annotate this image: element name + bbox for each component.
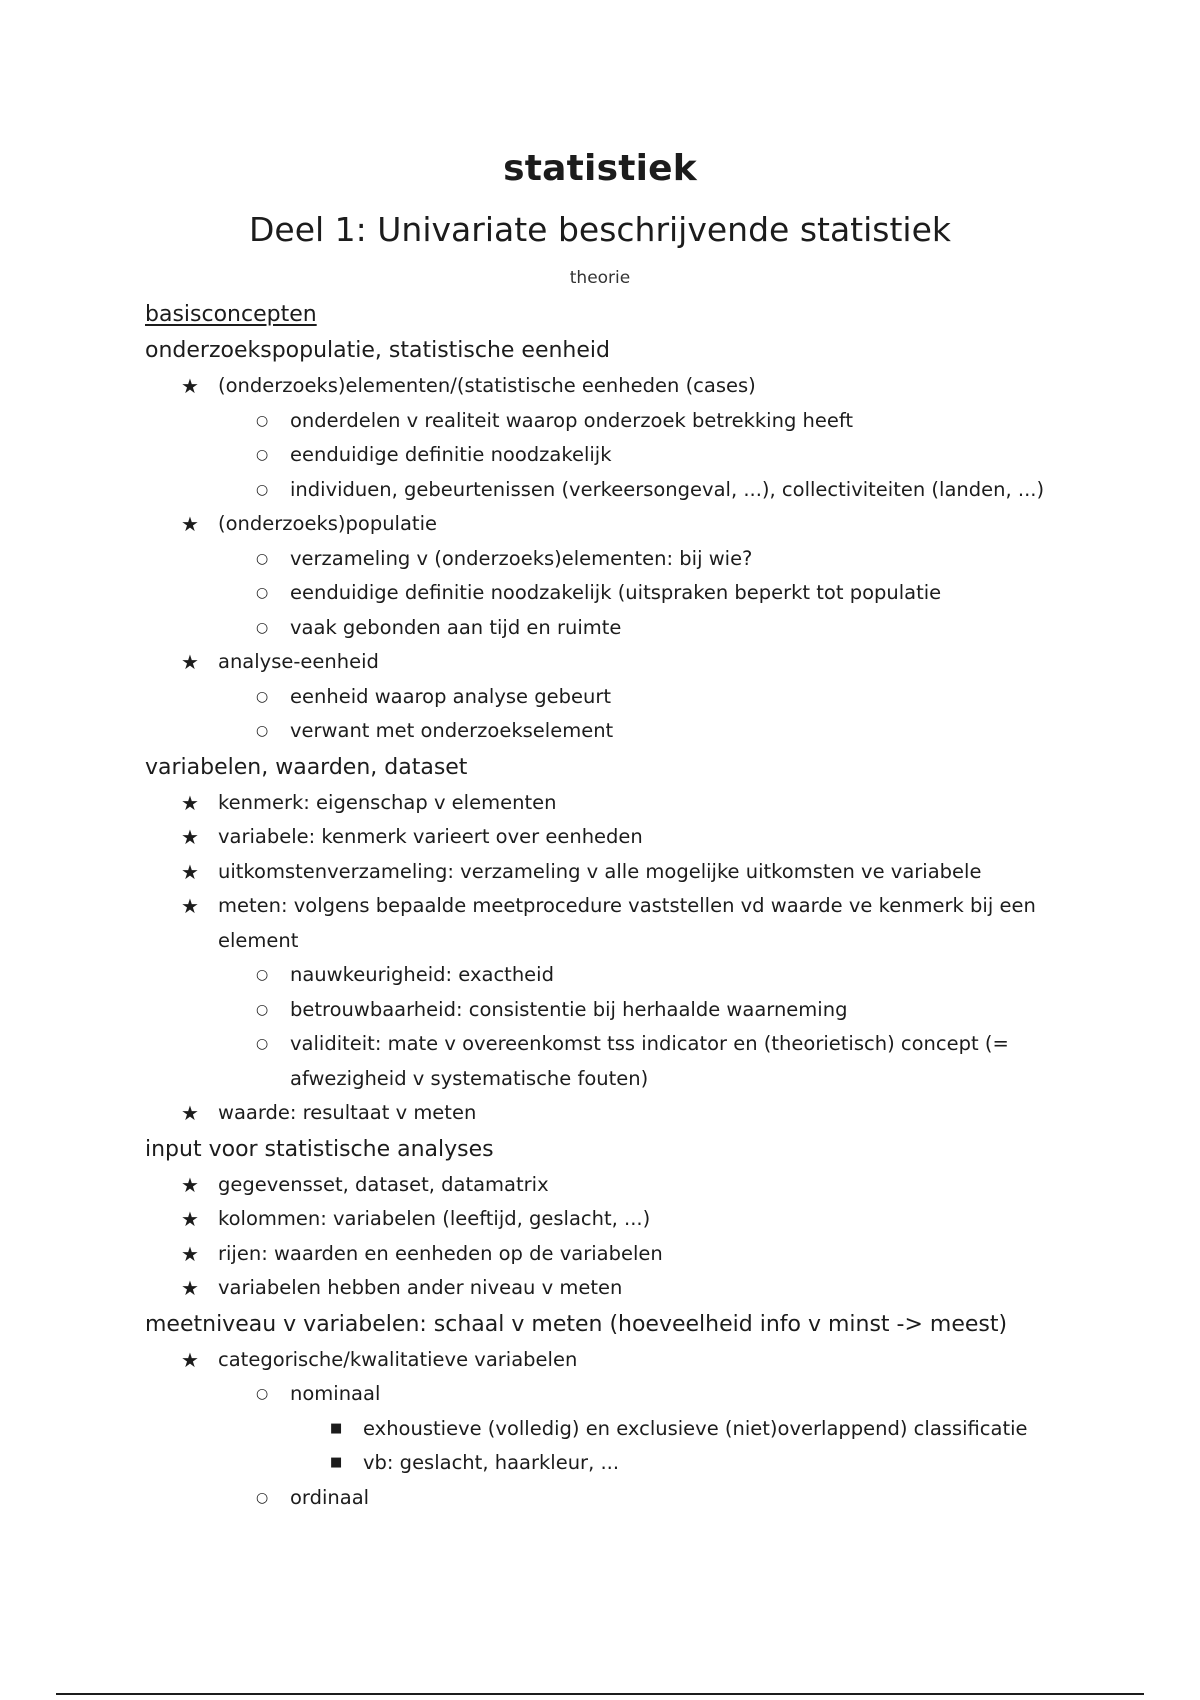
sub-list-item xyxy=(218,404,1065,439)
list-item-text: gegevensset, dataset, datamatrix xyxy=(218,1172,549,1196)
sub-list-item-text: nauwkeurigheid: exactheid xyxy=(290,963,554,986)
circle-bullet-icon: ○ xyxy=(256,1036,269,1052)
bullet-list xyxy=(145,1168,1065,1306)
list-item xyxy=(145,1202,1065,1237)
sub-list xyxy=(218,680,1065,749)
sub-list-item xyxy=(218,1027,1065,1096)
list-item-text: kolommen: variabelen (leeftijd, geslacht, ...) xyxy=(218,1207,651,1230)
list-item xyxy=(145,645,1065,749)
square-bullet-icon: ■ xyxy=(330,1420,343,1436)
sub-list-item-text: eenheid waarop analyse gebeurt xyxy=(290,684,611,708)
list-item-text: (onderzoeks)elementen/(statistische eenheden (cases) xyxy=(218,374,756,397)
sub-sub-list-item-text: vb: geslacht, haarkleur, ... xyxy=(363,1451,620,1474)
sub-sub-list-item-text: exhoustieve (volledig) en exclusieve (niet)overlappend) classificatie xyxy=(363,1416,1028,1440)
bullet-list xyxy=(145,369,1065,749)
list-item-text: variabele: kenmerk varieert over eenheden xyxy=(218,825,643,848)
sub-list-item xyxy=(218,958,1065,993)
sub-list-item xyxy=(218,576,1065,611)
sub-list-item-text: ordinaal xyxy=(290,1485,370,1509)
list-item-text: (onderzoeks)populatie xyxy=(218,512,437,535)
circle-bullet-icon: ○ xyxy=(256,1001,269,1018)
circle-bullet-icon: ○ xyxy=(256,481,269,498)
star-bullet-icon: ★ xyxy=(181,790,199,815)
bullet-list xyxy=(145,786,1065,1131)
page-subtitle: Deel 1: Univariate beschrijvende statistiek xyxy=(248,210,952,249)
circle-bullet-icon: ○ xyxy=(256,447,269,463)
circle-bullet-icon: ○ xyxy=(256,1386,269,1402)
sub-list-item-text: individuen, gebeurtenissen (verkeersongeval, ...), collectiviteiten (landen, ...) xyxy=(290,477,1045,501)
star-bullet-icon: ★ xyxy=(181,1207,199,1231)
sub-list-item-text: eenduidige definitie noodzakelijk (uitspraken beperkt tot populatie xyxy=(290,581,942,604)
star-bullet-icon: ★ xyxy=(181,894,199,918)
circle-bullet-icon: ○ xyxy=(256,412,269,429)
star-bullet-icon: ★ xyxy=(181,859,199,884)
sub-list-item xyxy=(218,993,1065,1028)
list-item-text: uitkomstenverzameling: verzameling v alle mogelijke uitkomsten ve variabele xyxy=(218,859,982,883)
page-title: statistiek xyxy=(503,148,697,189)
list-item xyxy=(145,1168,1065,1203)
page-caption: theorie xyxy=(569,268,631,288)
notes-body xyxy=(145,298,1065,1515)
circle-bullet-icon: ○ xyxy=(256,967,269,983)
circle-bullet-icon: ○ xyxy=(256,585,269,601)
sub-list-item xyxy=(218,1377,1065,1481)
section-heading-basisconcepten: basisconcepten xyxy=(145,302,317,327)
star-bullet-icon: ★ xyxy=(181,374,199,398)
square-bullet-icon: ■ xyxy=(330,1455,343,1470)
sub-list xyxy=(218,958,1065,1096)
section-title: input voor statistische analyses xyxy=(145,1136,494,1162)
sub-list-item xyxy=(218,680,1065,715)
list-item-text: analyse-eenheid xyxy=(218,650,379,673)
circle-bullet-icon: ○ xyxy=(256,688,269,705)
sub-list xyxy=(218,404,1065,508)
circle-bullet-icon: ○ xyxy=(256,1489,269,1506)
section-title: variabelen, waarden, dataset xyxy=(145,754,468,780)
list-item xyxy=(145,1343,1065,1516)
star-bullet-icon: ★ xyxy=(181,1347,199,1372)
list-item xyxy=(145,855,1065,890)
sub-list-item-text: nominaal xyxy=(290,1382,381,1405)
list-item-text: meten: volgens bepaalde meetprocedure vaststellen vd waarde ve kenmerk bij een element xyxy=(218,894,1036,952)
sub-list-item xyxy=(218,611,1065,646)
list-item xyxy=(145,786,1065,821)
star-bullet-icon: ★ xyxy=(181,1276,199,1300)
star-bullet-icon: ★ xyxy=(181,512,199,536)
list-item-text: rijen: waarden en eenheden op de variabelen xyxy=(218,1241,663,1265)
sub-list xyxy=(218,1377,1065,1515)
sub-list-item xyxy=(218,438,1065,473)
star-bullet-icon: ★ xyxy=(181,1101,199,1125)
sub-sub-list-item xyxy=(290,1446,1065,1481)
section-title: meetniveau v variabelen: schaal v meten (hoeveelheid info v minst -> meest) xyxy=(145,1311,1008,1337)
list-item-text: categorische/kwalitatieve variabelen xyxy=(218,1347,578,1371)
sub-list-item xyxy=(218,1481,1065,1516)
circle-bullet-icon: ○ xyxy=(256,619,269,636)
sub-list-item xyxy=(218,714,1065,749)
list-item xyxy=(145,889,1065,1096)
list-item xyxy=(145,369,1065,507)
sub-list xyxy=(218,542,1065,646)
circle-bullet-icon: ○ xyxy=(256,550,269,567)
sub-list-item-text: verwant met onderzoekselement xyxy=(290,719,614,742)
list-item xyxy=(145,507,1065,645)
list-item xyxy=(145,820,1065,855)
list-item-text: kenmerk: eigenschap v elementen xyxy=(218,790,557,814)
sub-list-item-text: verzameling v (onderzoeks)elementen: bij wie? xyxy=(290,546,753,570)
sub-sub-list xyxy=(290,1412,1065,1481)
star-bullet-icon: ★ xyxy=(181,825,199,849)
list-item xyxy=(145,1271,1065,1306)
list-item xyxy=(145,1096,1065,1131)
sub-list-item xyxy=(218,542,1065,577)
sub-list-item-text: vaak gebonden aan tijd en ruimte xyxy=(290,615,622,639)
section-title: onderzoekspopulatie, statistische eenheid xyxy=(145,338,610,363)
sub-list-item xyxy=(218,473,1065,508)
star-bullet-icon: ★ xyxy=(181,1241,199,1266)
sub-list-item-text: onderdelen v realiteit waarop onderzoek betrekking heeft xyxy=(290,408,854,432)
sub-list-item-text: betrouwbaarheid: consistentie bij herhaalde waarneming xyxy=(290,997,848,1021)
list-item xyxy=(145,1237,1065,1272)
bullet-list xyxy=(145,1343,1065,1516)
sub-sub-list-item xyxy=(290,1412,1065,1447)
list-item-text: waarde: resultaat v meten xyxy=(218,1101,477,1124)
sub-list-item-text: validiteit: mate v overeenkomst tss indicator en (theorietisch) concept (= afwezigheid v systematische fouten) xyxy=(290,1032,1009,1090)
sub-list-item-text: eenduidige definitie noodzakelijk xyxy=(290,443,612,466)
footer-divider xyxy=(56,1693,1144,1695)
star-bullet-icon: ★ xyxy=(181,650,199,674)
star-bullet-icon: ★ xyxy=(181,1172,199,1197)
circle-bullet-icon: ○ xyxy=(256,723,269,739)
list-item-text: variabelen hebben ander niveau v meten xyxy=(218,1276,623,1299)
